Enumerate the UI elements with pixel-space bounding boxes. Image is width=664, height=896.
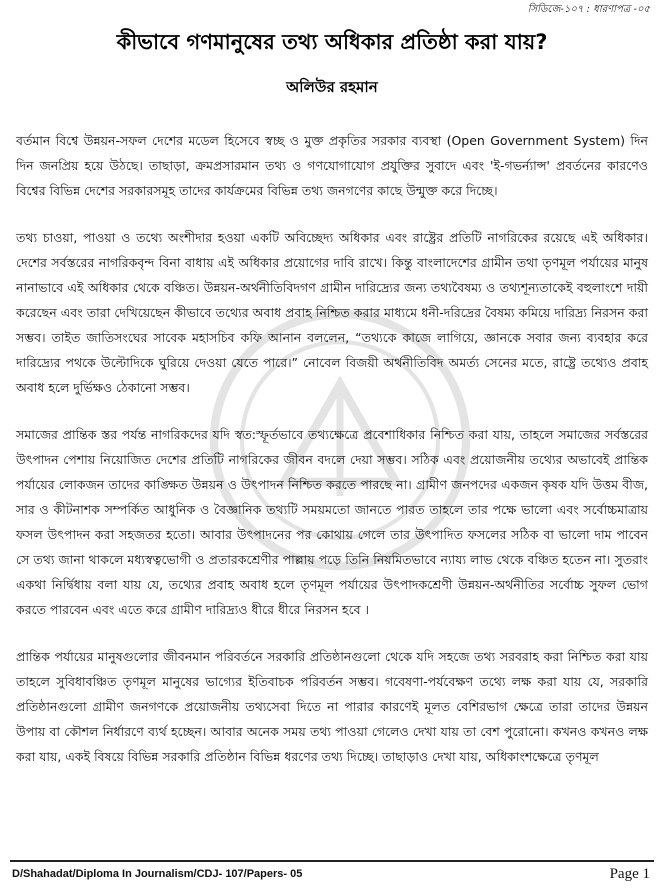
document-code-tag: সিডিজে-১০৭ : ধারণাপত্র -০৫ bbox=[527, 4, 650, 15]
page-number: Page 1 bbox=[609, 866, 650, 882]
page-title: কীভাবে গণমানুষের তথ্য অধিকার প্রতিষ্ঠা করা যায়? bbox=[116, 30, 548, 54]
footer-file-path: D/Shahadat/Diploma In Journalism/CDJ- 107/Papers- 05 bbox=[12, 868, 303, 880]
paragraph-2: তথ্য চাওয়া, পাওয়া ও তথ্যে অংশীদার হওয়া একটি অবিচ্ছেদ্য অধিকার এবং রাষ্ট্রের প্রতিটি নাগরিকের রয়েছে এই অধিকার। দেশের সর্বস্তরের নাগরিকবৃন্দ বিনা বাধায় এই অধিকার প্রয়োগের দাবি রাখে। কিন্তু বাংলাদেশের গ্রামীন তথা তৃণমূল পর্যায়ের মানুষ নানাভাবে এই অধিকার থেকে বঞ্চিত। উন্নয়ন-অর্থনীতিবিদগণ গ্রামীন দারিদ্র্যের জন্য তথ্যবৈষম্য ও তথ্যশূন্যতাকেই বহুলাংশে দায়ী করেছেন এবং তারা দেখিয়েছেন কীভাবে তথ্যের অবাধ প্রবাহ নিশ্চিত করার মাধ্যমে ধনী-দরিদ্রের বৈষম্য কমিয়ে দারিদ্র্য নিরসন করা সম্ভব। তাইত জাতিসংঘের সাবেক মহাসচিব কফি আনান বললেন, “তথ্যকে কাজে লাগিয়ে, জ্ঞানকে সবার জন্য ব্যবহার করে দারিদ্র্যের পথকে উল্টোদিকে ঘুরিয়ে দেওয়া যেতে পারে।” নোবেল বিজয়ী অর্থনীতিবিদ অমর্ত্য সেনের মতে, রাষ্ট্রে তথ্যেও প্রবাহ অবাধ হলে দুর্ভিক্ষও ঠেকানো সম্ভব। bbox=[16, 230, 648, 395]
footer-divider bbox=[10, 860, 654, 862]
paragraph-1: বর্তমান বিশ্বে উন্নয়ন-সফল দেশের মডেল হিসেবে স্বচ্ছ ও মুক্ত প্রকৃতির সরকার ব্যবস্থা (Open Government System) দিন দিন জনপ্রিয় হয়ে উঠছে। তাছাড়া, ক্রমপ্রসারমান তথ্য ও গণযোগাযোগ প্রযুক্তির সুবাদে এবং 'ই-গভর্ন্যান্স' প্রবর্তনের কারণেও বিশ্বের বিভিন্ন দেশের সরকারসমূহ তাদের কার্যক্রমের বিভিন্ন তথ্য জনগণের কাছে উন্মুক্ত করে দিচ্ছে। bbox=[16, 133, 648, 198]
paragraph-3: সমাজের প্রান্তিক স্তর পর্যন্ত নাগরিকদের যদি স্বত:স্ফূর্তভাবে তথ্যক্ষেত্রে প্রবেশাধিকার নিশ্চিত করা যায়, তাহলে সমাজের সর্বস্তরের উৎপাদন পেশায় নিয়োজিত দেশের প্রতিটি নাগরিকের জীবন বদলে দেয়া সম্ভব। সঠিক এবং প্রয়োজনীয় তথ্যের অভাবেই প্রান্তিক পর্যায়ের লোকজন তাদের কাঙ্ক্ষিত উন্নয়ন ও উৎপাদন নিশ্চিত করতে পারছে না। গ্রামীণ জনপদের একজন কৃষক যদি উত্তম বীজ, সার ও কীটনাশক সম্পর্কিত আধুনিক ও বৈজ্ঞানিক তথ্যটি সময়মতো জানতে পারত তাহলে তার পক্ষে ভালো এবং সর্বোচ্চমাত্রায় ফসল উৎপাদন করা সহজতর হতো। আবার উৎপাদনের পর কোথায় গেলে তার উৎপাদিত ফসলের সঠিক বা ভালো দাম পাবেন সে তথ্য জানা থাকলে মধ্যস্বত্বভোগী ও প্রতারকশ্রেণীর পাল্লায় পড়ে তিনি নিয়মিতভাবে ন্যায্য লাভ থেকে বঞ্চিত হতেন না। সুতরাং একথা নির্দ্বিধায় বলা যায় যে, তথ্যের প্রবাহ অবাধ হলে তৃণমূল পর্যায়ের উৎপাদকশ্রেণী উন্নয়ন-অর্থনীতির সর্বোচ্চ সুফল ভোগ করতে পারবেন এবং এতে করে গ্রামীণ দারিদ্র্যও ধীরে ধীরে নিরসন হবে । bbox=[16, 427, 648, 617]
author-name: অলিউর রহমান bbox=[286, 78, 378, 96]
article-body bbox=[16, 128, 648, 791]
paragraph-4: প্রান্তিক পর্যায়ের মানুষগুলোর জীবনমান পরিবর্তনে সরকারি প্রতিষ্ঠানগুলো থেকে যদি সহজে তথ্য সরবরাহ করা নিশ্চিত করা যায় তাহলে সুবিধাবঞ্চিত তৃণমূল মানুষের ভাগ্যের ইতিবাচক পরিবর্তন সম্ভব। গবেষণা-পর্যবেক্ষণ তথ্যে লক্ষ করা যায় যে, সরকারি প্রতিষ্ঠানগুলো গ্রামীণ জনগণকে প্রয়োজনীয় তথ্যসেবা দিতে না পারার কারণেই মূলত বেশিরভাগ ক্ষেত্রে তারা তাদের উন্নয়ন উপায় বা কৌশল নির্ধারণে ব্যর্থ হচ্ছেন। আবার অনেক সময় তথ্য পাওয়া গেলেও দেখা যায় তা বেশ পুরোনো। কখনও কখনও লক্ষ করা যায়, একই বিষয়ে বিভিন্ন সরকারি প্রতিষ্ঠান বিভিন্ন ধরণের তথ্য দিচ্ছে। তাছাড়াও দেখা যায়, অধিকাংশক্ষেত্রে তৃণমূল bbox=[16, 649, 648, 764]
